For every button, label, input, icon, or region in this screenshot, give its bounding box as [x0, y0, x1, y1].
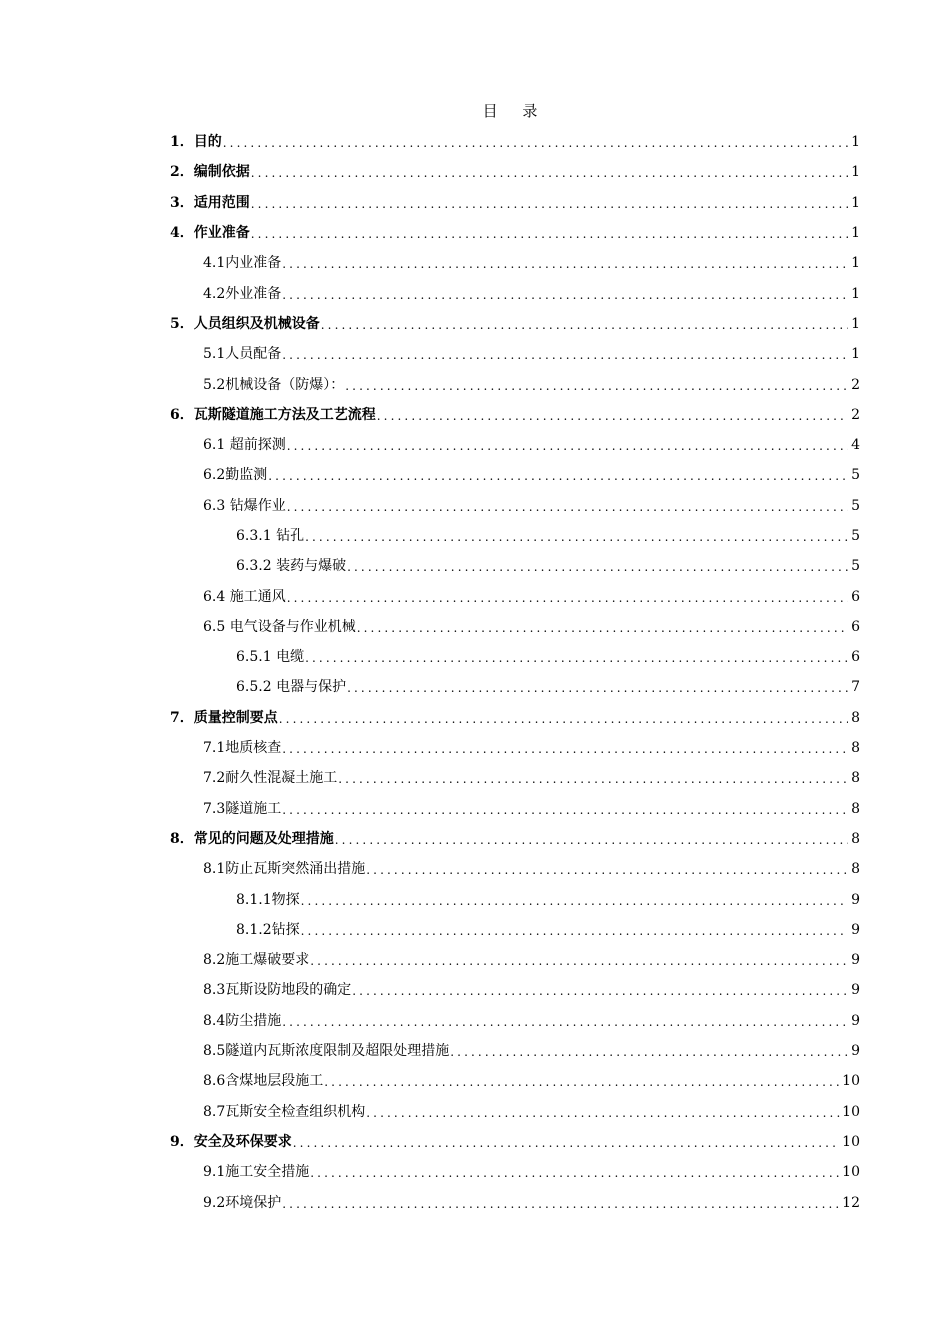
toc-entry-label: 1．目的 [170, 134, 222, 151]
toc-entry[interactable] [170, 1187, 860, 1217]
dot-leader [282, 1016, 848, 1028]
dot-leader [347, 561, 848, 573]
toc-entry-label: 5.1人员配备 [203, 346, 282, 363]
dot-leader [287, 440, 848, 452]
toc-entry-page-number: 5 [851, 497, 860, 514]
toc-entry[interactable] [170, 278, 860, 308]
toc-entry-page-number: 7 [851, 679, 860, 696]
toc-entry[interactable] [170, 1127, 860, 1157]
toc-entry[interactable] [170, 733, 860, 763]
toc-entry-page-number: 9 [851, 1012, 860, 1029]
toc-entry-page-number: 1 [851, 315, 860, 332]
toc-entry[interactable] [170, 975, 860, 1005]
toc-entry-page-number: 6 [851, 618, 860, 635]
toc-entry-page-number: 1 [851, 346, 860, 363]
dot-leader [352, 985, 848, 997]
toc-entry-page-number: 1 [851, 225, 860, 242]
toc-entry-label: 8．常见的问题及处理措施 [170, 830, 334, 847]
toc-entry[interactable] [170, 1066, 860, 1096]
toc-entry[interactable] [170, 248, 860, 278]
toc-entry[interactable] [170, 430, 860, 460]
toc-entry[interactable] [170, 339, 860, 369]
dot-leader [450, 1046, 848, 1058]
dot-leader [366, 864, 848, 876]
toc-entry[interactable] [170, 915, 860, 945]
toc-entry-page-number: 9 [851, 1043, 860, 1060]
toc-entry[interactable] [170, 612, 860, 642]
dot-leader [251, 228, 848, 240]
toc-entry-label: 6.4 施工通风 [203, 588, 286, 605]
toc-entry[interactable] [170, 1097, 860, 1127]
dot-leader [366, 1107, 840, 1119]
toc-entry-page-number: 9 [851, 921, 860, 938]
toc-entry-page-number: 1 [851, 285, 860, 302]
dot-leader [335, 834, 848, 846]
toc-entry[interactable] [170, 400, 860, 430]
toc-entry[interactable] [170, 1036, 860, 1066]
toc-entry[interactable] [170, 854, 860, 884]
toc-entry[interactable] [170, 491, 860, 521]
toc-entry[interactable] [170, 763, 860, 793]
dot-leader [301, 925, 848, 937]
toc-entry-label: 7.3隧道施工 [203, 800, 282, 817]
toc-entry-label: 9．安全及环保要求 [170, 1133, 292, 1150]
dot-leader [223, 137, 848, 149]
toc-entry-label: 4.2外业准备 [203, 285, 282, 302]
toc-entry-page-number: 2 [851, 376, 860, 393]
toc-entry[interactable] [170, 551, 860, 581]
toc-entry[interactable] [170, 703, 860, 733]
toc-entry-label: 7.2耐久性混凝土施工 [203, 770, 338, 787]
dot-leader [282, 1198, 840, 1210]
toc-entry-page-number: 6 [851, 588, 860, 605]
toc-entry-label: 6.5 电气设备与作业机械 [203, 618, 356, 635]
dot-leader [282, 289, 848, 301]
dot-leader [251, 167, 848, 179]
dot-leader [377, 410, 848, 422]
toc-entry-label: 8.3瓦斯设防地段的确定 [203, 982, 352, 999]
dot-leader [293, 1137, 840, 1149]
toc-entry-page-number: 8 [851, 709, 860, 726]
toc-entry[interactable] [170, 157, 860, 187]
toc-entry-label: 8.2施工爆破要求 [203, 952, 310, 969]
dot-leader [282, 258, 848, 270]
dot-leader [282, 743, 848, 755]
toc-entry[interactable] [170, 460, 860, 490]
dot-leader [324, 1076, 840, 1088]
toc-entry-page-number: 9 [851, 952, 860, 969]
table-of-contents [170, 127, 860, 1218]
dot-leader [282, 349, 848, 361]
toc-entry-label: 6.3.2 装药与爆破 [236, 558, 347, 575]
dot-leader [251, 198, 848, 210]
toc-entry-page-number: 8 [851, 770, 860, 787]
toc-entry[interactable] [170, 127, 860, 157]
toc-entry-page-number: 1 [851, 194, 860, 211]
dot-leader [305, 652, 848, 664]
toc-entry-page-number: 6 [851, 649, 860, 666]
toc-entry-page-number: 8 [851, 800, 860, 817]
toc-entry-label: 5.2机械设备（防爆）： [203, 376, 345, 393]
dot-leader [279, 713, 848, 725]
toc-entry[interactable] [170, 188, 860, 218]
toc-entry[interactable] [170, 521, 860, 551]
toc-entry-page-number: 10 [842, 1103, 860, 1120]
toc-entry[interactable] [170, 794, 860, 824]
dot-leader [287, 501, 848, 513]
toc-entry-page-number: 12 [842, 1194, 860, 1211]
toc-entry[interactable] [170, 1006, 860, 1036]
dot-leader [310, 1167, 840, 1179]
toc-entry-label: 8.4防尘措施 [203, 1012, 282, 1029]
toc-entry[interactable] [170, 218, 860, 248]
toc-entry-label: 6.5.2 电器与保护 [236, 679, 347, 696]
toc-entry[interactable] [170, 884, 860, 914]
toc-entry-label: 7.1地质核查 [203, 740, 282, 757]
toc-entry-page-number: 1 [851, 164, 860, 181]
toc-entry-label: 3．适用范围 [170, 194, 250, 211]
toc-entry-label: 8.1防止瓦斯突然涌出措施 [203, 861, 366, 878]
toc-entry-page-number: 8 [851, 861, 860, 878]
toc-entry-label: 6.1 超前探测 [203, 437, 286, 454]
toc-entry-page-number: 9 [851, 891, 860, 908]
dot-leader [305, 531, 848, 543]
toc-entry-label: 5．人员组织及机械设备 [170, 315, 320, 332]
toc-entry-page-number: 9 [851, 982, 860, 999]
toc-entry-label: 8.1.1物探 [236, 891, 300, 908]
dot-leader [321, 319, 848, 331]
toc-entry-label: 7．质量控制要点 [170, 709, 278, 726]
toc-entry-label: 8.5隧道内瓦斯浓度限制及超限处理措施 [203, 1043, 450, 1060]
toc-entry-label: 6.3 钻爆作业 [203, 497, 286, 514]
toc-entry[interactable] [170, 309, 860, 339]
toc-entry-page-number: 1 [851, 134, 860, 151]
dot-leader [310, 955, 848, 967]
toc-entry-label: 9.1施工安全措施 [203, 1164, 310, 1181]
toc-entry-label: 6.5.1 电缆 [236, 649, 305, 666]
dot-leader [338, 773, 848, 785]
toc-entry-page-number: 8 [851, 830, 860, 847]
toc-entry-page-number: 10 [842, 1164, 860, 1181]
toc-entry[interactable] [170, 945, 860, 975]
dot-leader [347, 682, 848, 694]
dot-leader [345, 380, 848, 392]
toc-entry-label: 8.6含煤地层段施工 [203, 1073, 324, 1090]
toc-entry-page-number: 5 [851, 528, 860, 544]
dot-leader [357, 622, 848, 634]
toc-entry-page-number: 4 [851, 437, 860, 454]
toc-entry-page-number: 5 [851, 558, 860, 575]
toc-entry[interactable] [170, 369, 860, 399]
toc-entry-page-number: 2 [851, 406, 860, 423]
toc-entry[interactable] [170, 642, 860, 672]
dot-leader [282, 804, 848, 816]
toc-entry-label: 6.2勤监测 [203, 467, 268, 484]
toc-entry-page-number: 10 [842, 1073, 860, 1090]
toc-entry-label: 9.2环境保护 [203, 1194, 282, 1211]
dot-leader [268, 470, 848, 482]
toc-title: 目 录 [482, 102, 548, 120]
toc-entry-page-number: 5 [851, 467, 860, 484]
toc-entry-label: 8.1.2钻探 [236, 921, 300, 938]
dot-leader [287, 592, 848, 604]
dot-leader [301, 895, 848, 907]
toc-entry-label: 4．作业准备 [170, 225, 250, 242]
toc-entry-page-number: 8 [851, 740, 860, 757]
toc-entry-page-number: 1 [851, 255, 860, 272]
toc-entry[interactable] [170, 581, 860, 611]
toc-entry-label: 8.7瓦斯安全检查组织机构 [203, 1103, 366, 1120]
toc-entry-label: 4.1内业准备 [203, 255, 282, 272]
toc-entry-label: 6．瓦斯隧道施工方法及工艺流程 [170, 406, 376, 423]
toc-entry-label: 2．编制依据 [170, 164, 250, 181]
toc-entry[interactable] [170, 672, 860, 702]
toc-entry-page-number: 10 [842, 1133, 860, 1150]
toc-entry[interactable] [170, 1157, 860, 1187]
toc-entry[interactable] [170, 824, 860, 854]
toc-entry-label: 6.3.1 钻孔 [236, 528, 305, 544]
